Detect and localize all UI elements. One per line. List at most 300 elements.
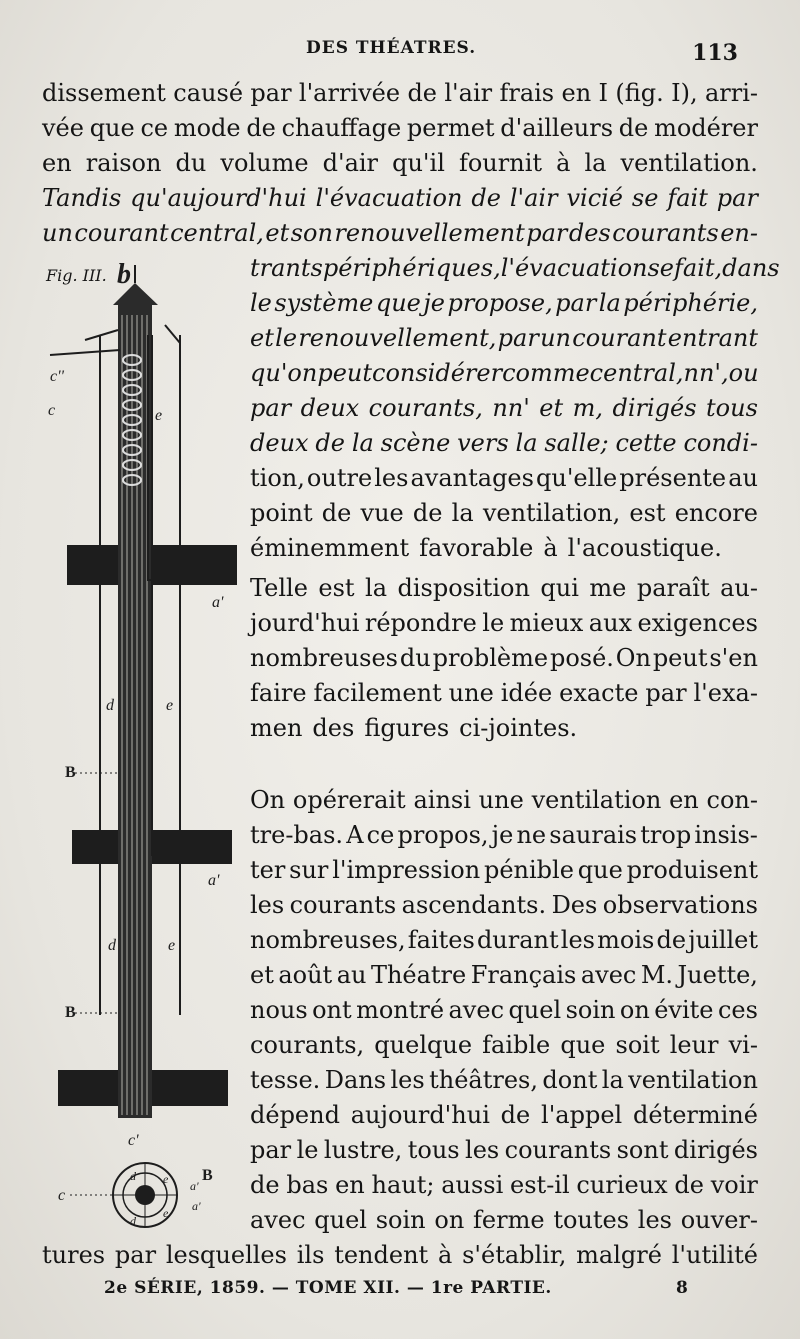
word: déterminé (632, 1101, 758, 1129)
word: dans (722, 254, 780, 282)
word: de (500, 1101, 531, 1129)
word: saurais (549, 821, 638, 849)
word: la (365, 574, 388, 602)
figure-caption: Fig. III. (46, 266, 107, 285)
svg-text:B: B (65, 764, 76, 781)
word: par (526, 219, 568, 247)
word: outre (306, 464, 373, 492)
word: avec (448, 996, 505, 1024)
svg-text:d: d (108, 937, 116, 954)
svg-text:e: e (155, 407, 163, 424)
word: son (290, 219, 333, 247)
word: de (412, 499, 443, 527)
word: évite (654, 996, 714, 1024)
word: lustre, (323, 1136, 403, 1164)
svg-text:e: e (163, 1206, 169, 1220)
word: durant (476, 926, 559, 954)
word: trants (250, 254, 323, 282)
word: avec (250, 1206, 306, 1234)
page-number: 113 (692, 40, 738, 66)
word: courants (612, 219, 719, 247)
word: nombreuses, (250, 926, 406, 954)
text-line (42, 78, 758, 110)
word: courant (74, 219, 169, 247)
word: le (275, 324, 298, 352)
word: Théatre (370, 961, 467, 989)
word: tures (42, 1241, 106, 1269)
word: au (336, 961, 367, 989)
text-line (250, 608, 758, 640)
word: et (265, 219, 290, 247)
word: juillet (688, 926, 758, 954)
word: à (543, 534, 558, 562)
word: aux (588, 609, 633, 637)
word: considérer (372, 359, 503, 387)
svg-text:b: b (117, 259, 131, 290)
text-line (250, 498, 758, 530)
ventilation-shaft-figure (30, 255, 250, 1245)
text-line (42, 218, 758, 250)
word: ventilation (628, 1066, 758, 1094)
text-line (250, 678, 758, 710)
word: quel (508, 996, 562, 1024)
word: idée (500, 679, 553, 707)
word: fournit (458, 149, 543, 177)
word: d'air (322, 149, 379, 177)
word: ascendants. (401, 891, 547, 919)
word: par (555, 289, 597, 317)
word: se (647, 254, 675, 282)
word: soin (375, 1206, 426, 1234)
word: l'évacuation (315, 184, 463, 212)
text-line (42, 148, 758, 180)
word: central, (589, 359, 684, 387)
word: avec (580, 961, 637, 989)
word: condi- (683, 429, 758, 457)
word: ont (312, 996, 352, 1024)
word: que (577, 856, 623, 884)
word: causé (173, 79, 244, 107)
word: est (318, 574, 355, 602)
word: aujourd'hui (350, 1101, 490, 1129)
word: mode (173, 114, 241, 142)
text-line (250, 573, 758, 605)
word: des (568, 219, 611, 247)
svg-text:B: B (202, 1167, 213, 1184)
text-line (250, 533, 758, 565)
word: est (629, 499, 666, 527)
word: toutes (553, 1206, 630, 1234)
word: insis- (694, 821, 758, 849)
word: l'évacuation (500, 254, 648, 282)
word: août (278, 961, 333, 989)
word: ventilation, (482, 499, 621, 527)
word: la (601, 1066, 624, 1094)
text-line (250, 253, 780, 285)
word: A (346, 821, 364, 849)
word: m, (572, 394, 604, 422)
word: l'exa- (693, 679, 758, 707)
word: par (250, 1136, 292, 1164)
word: sur (289, 856, 329, 884)
word: ces (717, 996, 758, 1024)
word: les (465, 1136, 500, 1164)
word: les (560, 926, 595, 954)
word: tous (706, 394, 758, 422)
word: permet (406, 114, 495, 142)
word: par (114, 1241, 157, 1269)
text-line (250, 1205, 758, 1237)
word: ne (516, 821, 547, 849)
word: de (315, 429, 345, 457)
svg-text:c': c' (128, 1132, 139, 1149)
word: Français (470, 961, 577, 989)
word: de (246, 114, 276, 142)
word: fait (667, 184, 708, 212)
word: dirigés (673, 1136, 758, 1164)
word: par (250, 79, 292, 107)
word: la (598, 289, 621, 317)
word: ci-jointes. (459, 714, 578, 742)
word: courant (572, 324, 667, 352)
running-head: DES THÉATRES. (306, 38, 477, 58)
word: on (434, 1206, 465, 1234)
word: vers (457, 429, 509, 457)
word: nn', (683, 359, 729, 387)
page-header (0, 36, 800, 70)
text-line (250, 713, 758, 745)
word: je (423, 289, 445, 317)
word: quel (314, 1206, 367, 1234)
word: l'appel (541, 1101, 623, 1129)
word: On (615, 644, 651, 672)
word: le (250, 289, 272, 317)
word: posé. (549, 644, 614, 672)
word: l'arrivée (298, 79, 401, 107)
word: courants (289, 891, 397, 919)
word: s'établir, (462, 1241, 567, 1269)
word: tous (407, 1136, 460, 1164)
text-line (250, 1030, 758, 1062)
word: propos, (397, 821, 489, 849)
word: mieux (509, 609, 584, 637)
word: les (250, 891, 285, 919)
text-line (250, 1170, 758, 1202)
word: modérer (654, 114, 758, 142)
word: I), (671, 79, 698, 107)
word: ventilation (531, 786, 662, 814)
word: men (250, 714, 303, 742)
word: en (561, 79, 592, 107)
word: opérerait (292, 786, 406, 814)
word: sont (616, 1136, 669, 1164)
word: en (335, 1171, 365, 1199)
word: ventilation. (620, 149, 758, 177)
word: favorable (419, 534, 534, 562)
word: en- (720, 219, 758, 247)
word: dissement (42, 79, 166, 107)
word: périphériques, (322, 254, 501, 282)
word: faible (482, 1031, 551, 1059)
word: une (478, 786, 524, 814)
word: qu'on (250, 359, 318, 387)
svg-text:c'': c'' (50, 368, 64, 385)
word: l'air (444, 79, 493, 107)
word: ou (728, 359, 759, 387)
word: comme (502, 359, 590, 387)
word: l'acoustique. (567, 534, 722, 562)
word: point (250, 499, 313, 527)
word: nn' (492, 394, 530, 422)
word: vicié (566, 184, 624, 212)
word: paraît (636, 574, 710, 602)
word: qui (540, 574, 579, 602)
word: la (451, 499, 474, 527)
word: bas (286, 1171, 329, 1199)
word: que (560, 1031, 606, 1059)
text-line (250, 890, 758, 922)
word: Des (551, 891, 598, 919)
word: la (584, 149, 607, 177)
word: ainsi (413, 786, 471, 814)
word: quelque (374, 1031, 473, 1059)
text-line (42, 183, 758, 215)
word: cette (615, 429, 677, 457)
text-line (250, 1135, 758, 1167)
word: l'impression (332, 856, 481, 884)
svg-text:c: c (58, 1187, 66, 1204)
svg-text:a': a' (190, 1179, 199, 1193)
word: par (250, 394, 292, 422)
word: exacte (559, 679, 639, 707)
word: et (250, 324, 274, 352)
word: Tandis (42, 184, 122, 212)
word: facilement (313, 679, 442, 707)
word: figures (364, 714, 450, 742)
word: M. (640, 961, 674, 989)
word: On (250, 786, 286, 814)
text-line (250, 428, 758, 460)
word: Telle (250, 574, 308, 602)
svg-text:d: d (106, 697, 114, 714)
word: exigences (637, 609, 758, 637)
word: produisent (626, 856, 758, 884)
word: encore (674, 499, 758, 527)
text-line (250, 855, 758, 887)
svg-text:c: c (48, 402, 56, 419)
svg-text:e: e (166, 697, 174, 714)
word: et (539, 394, 564, 422)
word: fait, (674, 254, 723, 282)
word: propose, (447, 289, 553, 317)
word: raison (85, 149, 162, 177)
word: renouvellement (334, 219, 525, 247)
svg-text:B: B (65, 1004, 76, 1021)
text-line (250, 288, 758, 320)
word: du (399, 644, 431, 672)
word: faites (407, 926, 475, 954)
word: aussi (441, 1171, 504, 1199)
word: frais (499, 79, 555, 107)
word: curieux (576, 1171, 668, 1199)
word: de (471, 184, 501, 212)
word: du (175, 149, 207, 177)
word: peut (652, 644, 708, 672)
word: par (716, 184, 758, 212)
word: qu'il (392, 149, 445, 177)
word: soin (565, 996, 616, 1024)
word: deux (250, 429, 309, 457)
word: malgré (576, 1241, 662, 1269)
word: observations (602, 891, 758, 919)
text-line (250, 925, 758, 957)
word: d'ailleurs (500, 114, 614, 142)
word: jourd'hui (250, 609, 360, 637)
word: théâtres, (429, 1066, 538, 1094)
svg-text:d: d (130, 1169, 136, 1183)
text-line (42, 113, 758, 145)
word: répondre (364, 609, 477, 637)
word: ils (296, 1241, 325, 1269)
word: un (42, 219, 73, 247)
word: présente (619, 464, 727, 492)
word: tesse. (250, 1066, 321, 1094)
word: vi- (728, 1031, 758, 1059)
word: au- (720, 574, 758, 602)
word: chauffage (281, 114, 402, 142)
word: ter (250, 856, 286, 884)
word: le (296, 1136, 319, 1164)
word: en (42, 149, 72, 177)
word: ce (140, 114, 169, 142)
word: montré (356, 996, 445, 1024)
word: pénible (483, 856, 574, 884)
word: un (540, 324, 571, 352)
text-line (250, 358, 758, 390)
word: système (274, 289, 374, 317)
word: à (437, 1241, 453, 1269)
word: con- (706, 786, 758, 814)
word: dirigés (612, 394, 697, 422)
word: de (674, 1171, 704, 1199)
text-line (250, 463, 758, 495)
word: par (497, 324, 539, 352)
word: entrant (667, 324, 758, 352)
word: une (448, 679, 494, 707)
word: dépend (250, 1101, 340, 1129)
svg-text:a': a' (192, 1199, 201, 1213)
text-line (250, 643, 758, 675)
word: salle; (544, 429, 609, 457)
word: volume (220, 149, 309, 177)
word: haut; (371, 1171, 435, 1199)
word: mois (597, 926, 655, 954)
word: de (250, 1171, 280, 1199)
word: peut (317, 359, 372, 387)
word: de (407, 79, 438, 107)
svg-text:a': a' (212, 594, 224, 611)
word: central, (170, 219, 264, 247)
word: (fig. (615, 79, 664, 107)
word: disposition (397, 574, 530, 602)
word: vée (42, 114, 84, 142)
printer-signature: 2e SÉRIE, 1859. — TOME XII. — 1re PARTIE. (104, 1278, 552, 1298)
text-line (250, 393, 758, 425)
word: tion, (250, 464, 305, 492)
sheet-mark: 8 (676, 1278, 688, 1298)
word: je (491, 821, 514, 849)
word: à (556, 149, 571, 177)
word: la (515, 429, 538, 457)
word: faire (250, 679, 307, 707)
word: que (375, 289, 421, 317)
page-footer (0, 1278, 800, 1312)
word: de (656, 926, 687, 954)
word: le (482, 609, 505, 637)
word: qu'aujourd'hui (130, 184, 307, 212)
word: éminemment (250, 534, 410, 562)
word: et (250, 961, 274, 989)
svg-text:a': a' (208, 872, 220, 889)
text-line (250, 995, 758, 1027)
word: s'en (709, 644, 758, 672)
text-line (250, 820, 758, 852)
word: que (89, 114, 135, 142)
word: ouver- (680, 1206, 758, 1234)
word: I (598, 79, 608, 107)
word: les (390, 1066, 425, 1094)
word: en (669, 786, 699, 814)
word: la (351, 429, 374, 457)
word: vue (360, 499, 404, 527)
word: lesquelles (165, 1241, 287, 1269)
word: ferme (473, 1206, 545, 1234)
word: Dans (324, 1066, 387, 1094)
word: de (321, 499, 352, 527)
word: on (619, 996, 650, 1024)
word: voir (710, 1171, 758, 1199)
word: avantages (410, 464, 534, 492)
word: leur (669, 1031, 719, 1059)
word: l'utilité (671, 1241, 758, 1269)
word: ce (366, 821, 395, 849)
text-line (250, 323, 758, 355)
svg-text:d: d (130, 1214, 136, 1228)
word: soit (615, 1031, 660, 1059)
word: périphérie, (623, 289, 758, 317)
text-line (250, 785, 758, 817)
word: courants (504, 1136, 612, 1164)
word: est-il (510, 1171, 570, 1199)
word: arri- (704, 79, 758, 107)
word: courants, (250, 1031, 365, 1059)
text-line (250, 1065, 758, 1097)
word: au (728, 464, 758, 492)
word: nombreuses (250, 644, 398, 672)
svg-text:e: e (168, 937, 176, 954)
word: dont (542, 1066, 598, 1094)
text-line (250, 1100, 758, 1132)
word: des (312, 714, 355, 742)
word: de (618, 114, 649, 142)
word: problème (432, 644, 549, 672)
word: courants, (368, 394, 483, 422)
word: trop (640, 821, 692, 849)
text-line (250, 960, 758, 992)
word: nous (250, 996, 308, 1024)
word: tre-bas. (250, 821, 344, 849)
word: se (631, 184, 659, 212)
